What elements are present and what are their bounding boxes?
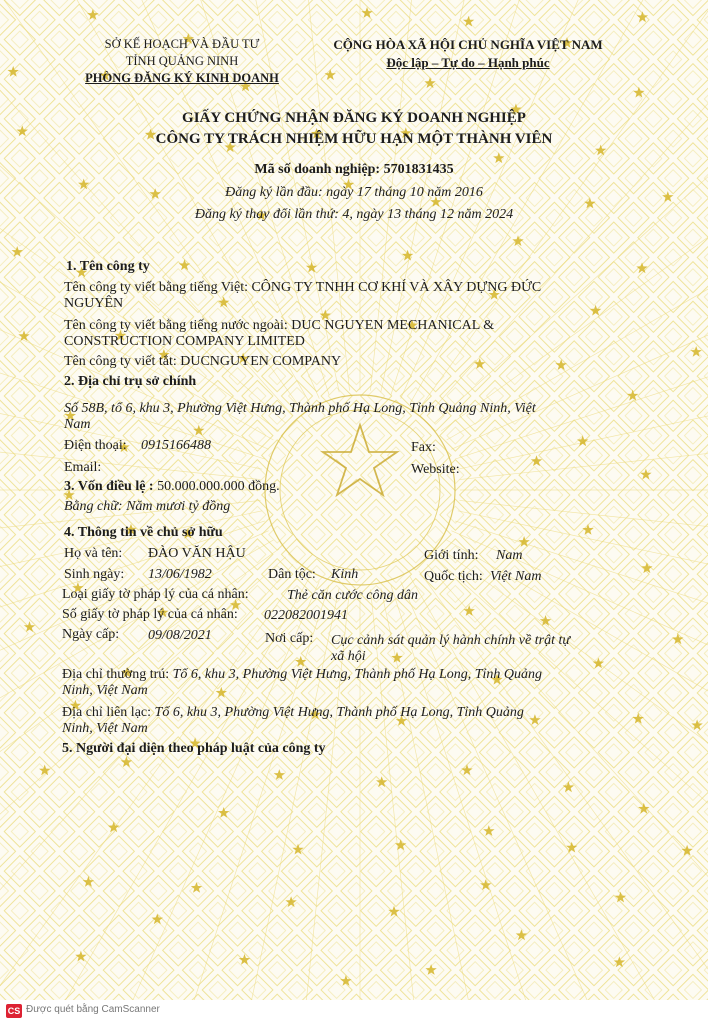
doc-title-line2: CÔNG TY TRÁCH NHIỆM HỮU HẠN MỘT THÀNH VIÊN: [155, 131, 553, 147]
perm-address-label: Địa chỉ thường trú:: [62, 667, 170, 682]
short-name-row: [64, 354, 341, 370]
camscanner-logo-icon: CS: [7, 1006, 21, 1016]
owner-name-label: Họ và tên:: [64, 546, 123, 561]
vn-name-value: CÔNG TY TNHH CƠ KHÍ VÀ XÂY DỰNG ĐỨC: [251, 280, 542, 295]
authority-line2: TỈNH QUẢNG NINH: [125, 54, 239, 68]
foreign-name-value: DUC NGUYEN MECHANICAL &: [291, 318, 495, 333]
ethnic-value: Kinh: [331, 567, 359, 582]
issue-place-line1: Cục cảnh sát quản lý hành chính về trật tự: [331, 633, 570, 648]
perm-address-line1: Tổ 6, khu 3, Phường Việt Hưng, Thành phố Hạ Long, Tỉnh Quảng: [172, 667, 543, 682]
website-label: Website:: [411, 462, 460, 477]
contact-address-row: [62, 705, 524, 721]
doc-title-line1: GIẤY CHỨNG NHẬN ĐĂNG KÝ DOANH NGHIỆP: [182, 110, 526, 126]
section3-heading: 3. Vốn điều lệ :: [64, 479, 154, 494]
address-line2: Nam: [64, 417, 91, 432]
nationality-label: Quốc tịch:: [424, 569, 483, 584]
perm-address-line2: Ninh, Việt Nam: [62, 683, 148, 698]
issuing-authority: [72, 36, 292, 87]
phone-label: Điện thoại:: [64, 438, 127, 453]
contact-address-line1: Tổ 6, khu 3, Phường Việt Hưng, Thành phố Hạ Long, Tỉnh Quảng: [154, 705, 524, 720]
doc-no-value: 022082001941: [264, 608, 348, 623]
section2-heading: 2. Địa chỉ trụ sở chính: [64, 374, 197, 389]
email-label: Email:: [64, 460, 102, 475]
capital-row: [64, 479, 280, 495]
doc-type-value: Thẻ căn cước công dân: [287, 588, 418, 603]
vn-name-label: Tên công ty viết bằng tiếng Việt:: [64, 280, 248, 295]
perm-address-row: [62, 667, 542, 683]
authority-line3: PHÒNG ĐĂNG KÝ KINH DOANH: [85, 71, 279, 85]
contact-address-label: Địa chỉ liên lạc:: [62, 705, 152, 720]
section5-heading: 5. Người đại diện theo pháp luật của công ty: [62, 741, 326, 756]
phone-value: 0915166488: [141, 438, 211, 453]
first-registration: Đăng ký lần đầu: ngày 17 tháng 10 năm 2016: [225, 185, 483, 200]
capital-words: Bằng chữ: Năm mươi tỷ đồng: [64, 499, 231, 514]
change-registration: Đăng ký thay đổi lần thứ: 4, ngày 13 tháng 12 năm 2024: [194, 207, 514, 222]
owner-name-value: ĐÀO VĂN HẬU: [148, 546, 246, 561]
issue-date-label: Ngày cấp:: [62, 627, 120, 642]
section4-heading: 4. Thông tin về chủ sở hữu: [64, 525, 223, 540]
dob-label: Sinh ngày:: [64, 567, 125, 582]
foreign-name-row: [64, 318, 494, 334]
contact-address-line2: Ninh, Việt Nam: [62, 721, 148, 736]
motto: Độc lập – Tự do – Hạnh phúc: [386, 55, 550, 70]
tax-code: Mã số doanh nghiệp: 5701831435: [254, 162, 454, 177]
foreign-name-label: Tên công ty viết bằng tiếng nước ngoài:: [64, 318, 288, 333]
authority-line1: SỞ KẾ HOẠCH VÀ ĐẦU TƯ: [104, 37, 260, 51]
issue-date-value: 09/08/2021: [148, 628, 212, 643]
fax-label: Fax:: [411, 440, 436, 455]
doc-type-label: Loại giấy tờ pháp lý của cá nhân:: [62, 587, 249, 602]
short-name-value: DUCNGUYEN COMPANY: [180, 354, 342, 369]
doc-no-label: Số giấy tờ pháp lý của cá nhân:: [62, 607, 238, 622]
short-name-label: Tên công ty viết tắt:: [64, 354, 177, 369]
gender-value: Nam: [496, 548, 523, 563]
country-name: CỘNG HÒA XÃ HỘI CHỦ NGHĨA VIỆT NAM: [333, 37, 603, 52]
capital-amount: 50.000.000.000 đồng.: [157, 479, 280, 494]
ethnic-label: Dân tộc:: [268, 567, 316, 582]
dob-value: 13/06/1982: [148, 567, 212, 582]
issue-place-label: Nơi cấp:: [265, 631, 314, 646]
national-motto: [318, 36, 618, 72]
vn-name-cont: NGUYÊN: [64, 296, 124, 311]
section1-heading: 1. Tên công ty: [66, 259, 150, 274]
nationality-value: Việt Nam: [490, 569, 542, 584]
issue-place-line2: xã hội: [331, 649, 366, 664]
foreign-name-cont: CONSTRUCTION COMPANY LIMITED: [64, 334, 305, 349]
address-line1: Số 58B, tổ 6, khu 3, Phường Việt Hưng, Thành phố Hạ Long, Tỉnh Quảng Ninh, Việt: [64, 401, 536, 416]
gender-label: Giới tính:: [424, 548, 479, 563]
vn-name-row: [64, 280, 541, 296]
camscanner-caption: Được quét bằng CamScanner: [26, 1004, 160, 1015]
